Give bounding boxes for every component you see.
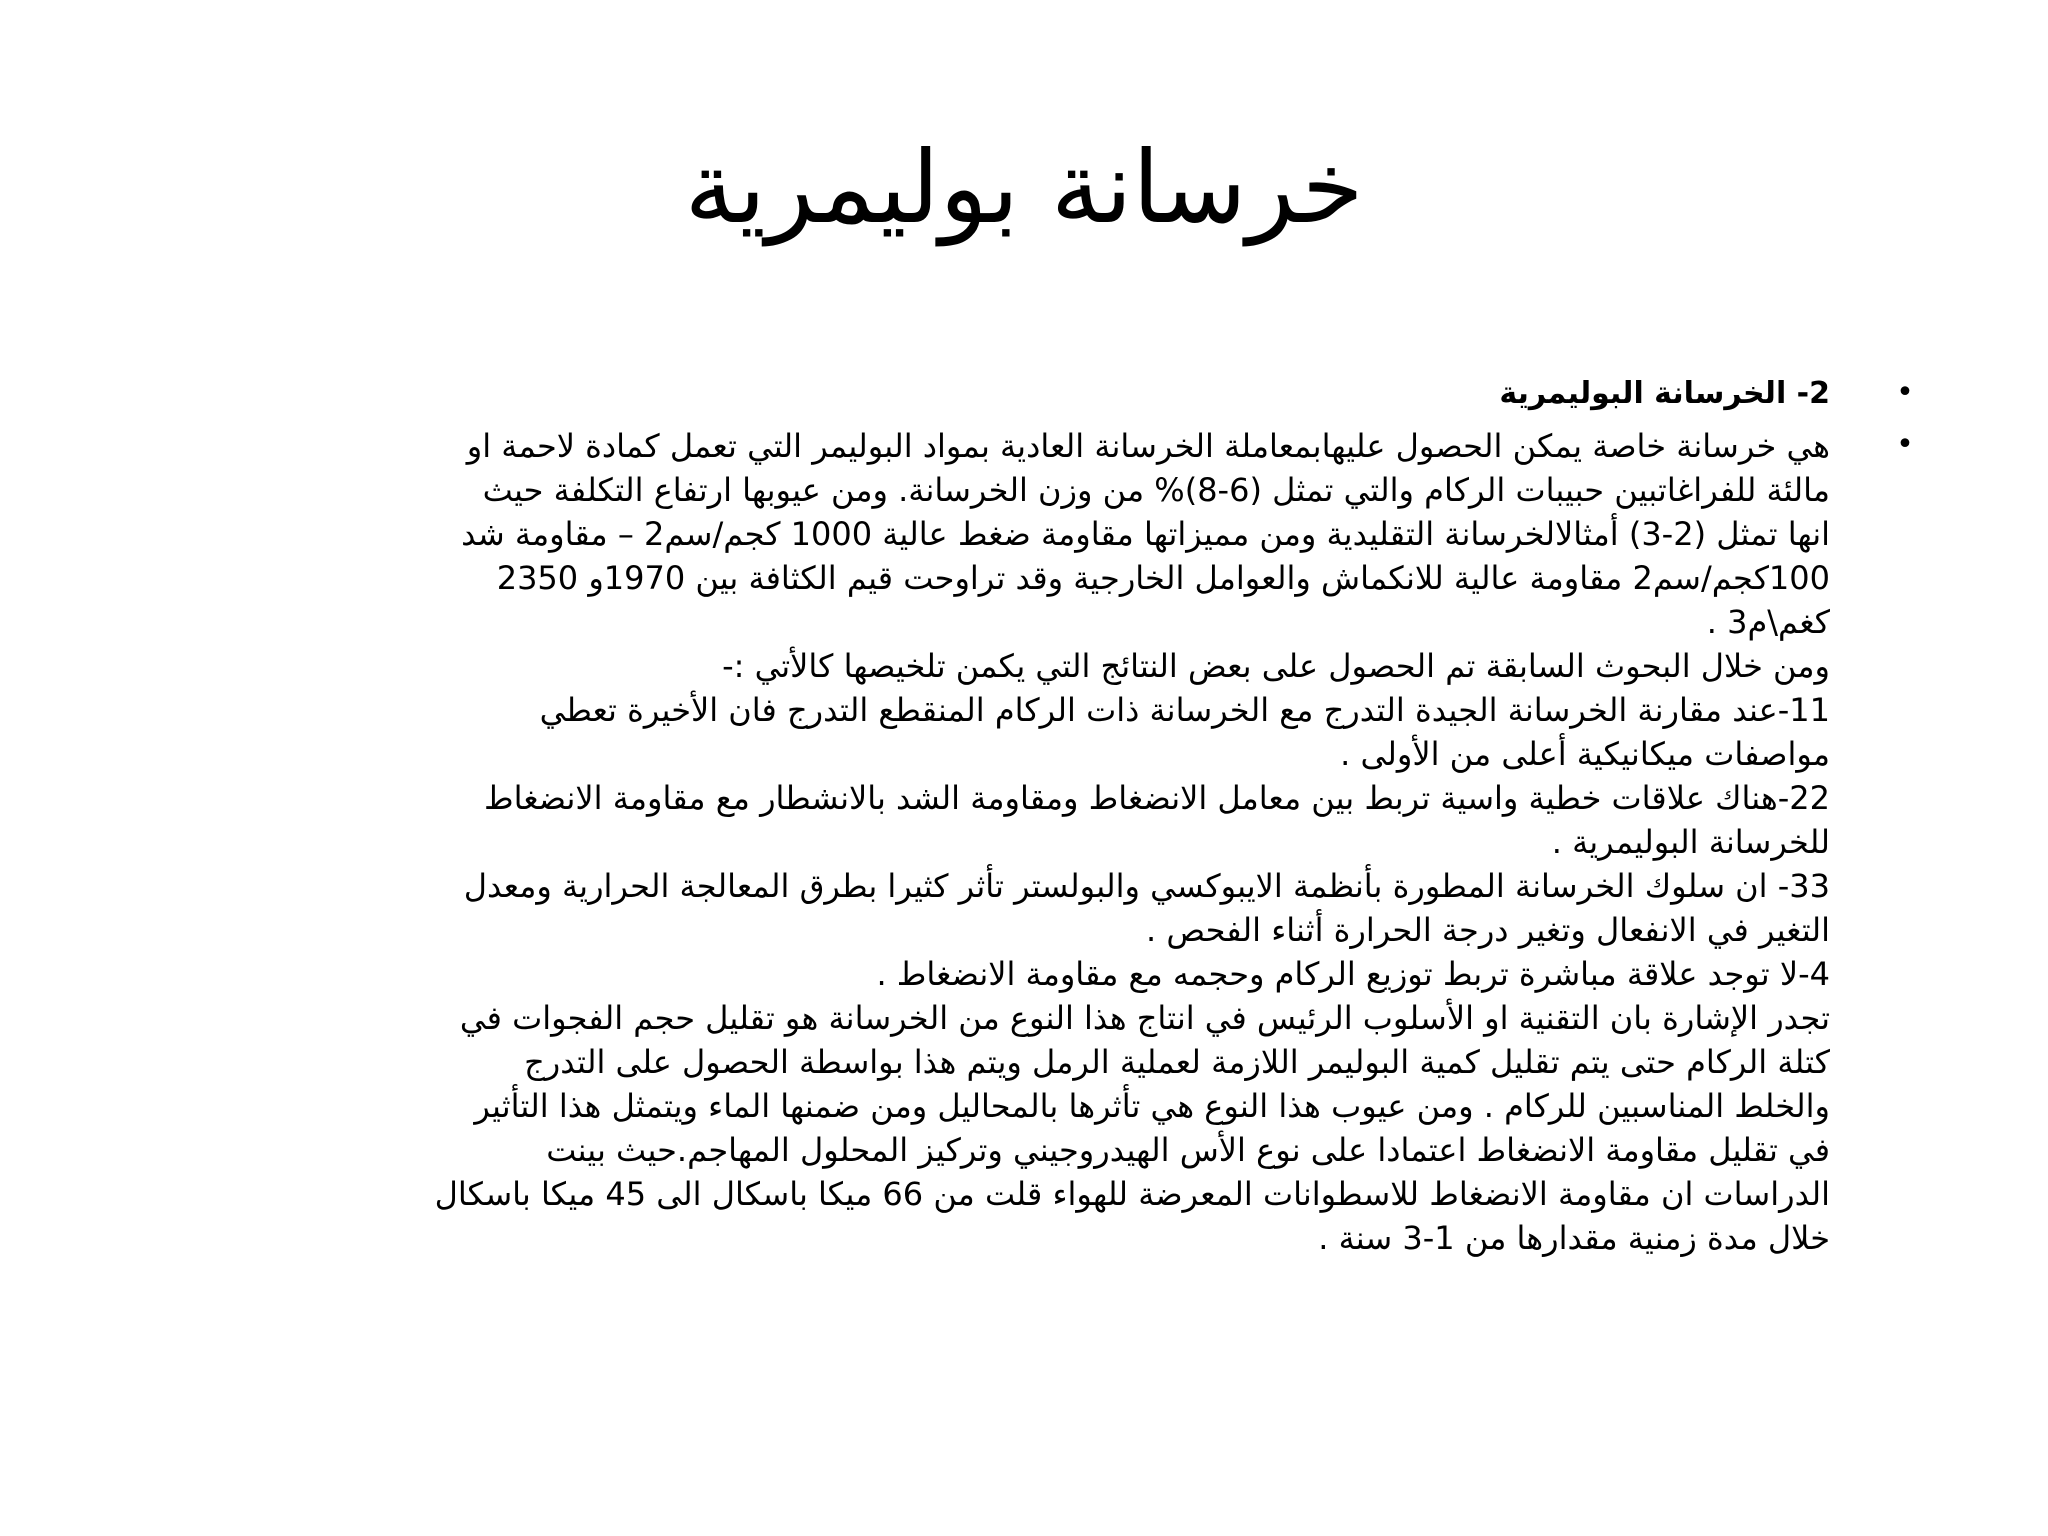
body-line: 100كجم/سم2 مقاومة عالية للانكماش والعوامل الخارجية وقد تراوحت قيم الكثافة بين 1970و 2350: [496, 559, 1830, 597]
body-line: 4-لا توجد علاقة مباشرة تربط توزيع الركام وحجمه مع مقاومة الانضغاط .: [876, 955, 1830, 993]
body-line: للخرسانة البوليمرية .: [1551, 823, 1830, 861]
body-line: مواصفات ميكانيكية أعلى من الأولى .: [1340, 735, 1830, 773]
bullet-marker: •: [1896, 427, 1914, 462]
bullet-item-heading: [140, 368, 1940, 420]
bullet-list: [140, 368, 1940, 1260]
body-line: 11-عند مقارنة الخرسانة الجيدة التدرج مع الخرسانة ذات الركام المنقطع التدرج فان الأخيرة تعطي: [539, 691, 1830, 729]
body-line: كتلة الركام حتى يتم تقليل كمية البوليمر اللازمة لعملية الرمل ويتم هذا بواسطة الحصول على التدرج: [524, 1043, 1830, 1081]
body-line: والخلط المناسبين للركام . ومن عيوب هذا النوع هي تأثرها بالمحاليل ومن ضمنها الماء ويتمثل هذا التأثير: [474, 1087, 1830, 1125]
body-line: تجدر الإشارة بان التقنية او الأسلوب الرئيس في انتاج هذا النوع من الخرسانة هو تقليل حجم الفجوات في: [459, 999, 1830, 1037]
body-line: خلال مدة زمنية مقدارها من 1-3 سنة .: [1318, 1219, 1830, 1257]
body-line: 22-هناك علاقات خطية واسية تربط بين معامل الانضغاط ومقاومة الشد بالانشطار مع مقاومة الانضغاط: [483, 779, 1830, 817]
body-line: هي خرسانة خاصة يمكن الحصول عليهابمعاملة الخرسانة العادية بمواد البوليمر التي تعمل كمادة لاحمة او: [466, 427, 1830, 465]
section-heading: 2- الخرسانة البوليمرية: [1499, 376, 1830, 411]
body-line: التغير في الانفعال وتغير درجة الحرارة أثناء الفحص .: [1146, 911, 1830, 949]
body-line: في تقليل مقاومة الانضغاط اعتمادا على نوع الأس الهيدروجيني وتركيز المحلول المهاجم.حيث بينت: [546, 1131, 1830, 1169]
bullet-item-body: [140, 424, 1940, 1260]
body-line: الدراسات ان مقاومة الانضغاط للاسطوانات المعرضة للهواء قلت من 66 ميكا باسكال الى 45 ميكا باسكال: [434, 1175, 1830, 1213]
body-paragraph: [140, 424, 1830, 1260]
body-line: كغم\م3 .: [1706, 603, 1830, 641]
body-line: مالئة للفراغاتبين حبيبات الركام والتي تمثل (6-8)% من وزن الخرسانة. ومن عيوبها ارتفاع التكلفة حيث: [482, 471, 1830, 509]
body-line: 33- ان سلوك الخرسانة المطورة بأنظمة الايبوكسي والبولستر تأثر كثيرا بطرق المعالجة الحرارية ومعدل: [463, 867, 1830, 905]
body-line: ومن خلال البحوث السابقة تم الحصول على بعض النتائج التي يكمن تلخيصها كالأتي :-: [722, 647, 1830, 685]
body-line: انها تمثل (2-3) أمثالالخرسانة التقليدية ومن مميزاتها مقاومة ضغط عالية 1000 كجم/سم2 – مقاومة شد: [461, 515, 1830, 553]
slide-title: خرسانة بوليمرية: [684, 129, 1364, 246]
bullet-marker: •: [1896, 375, 1914, 410]
